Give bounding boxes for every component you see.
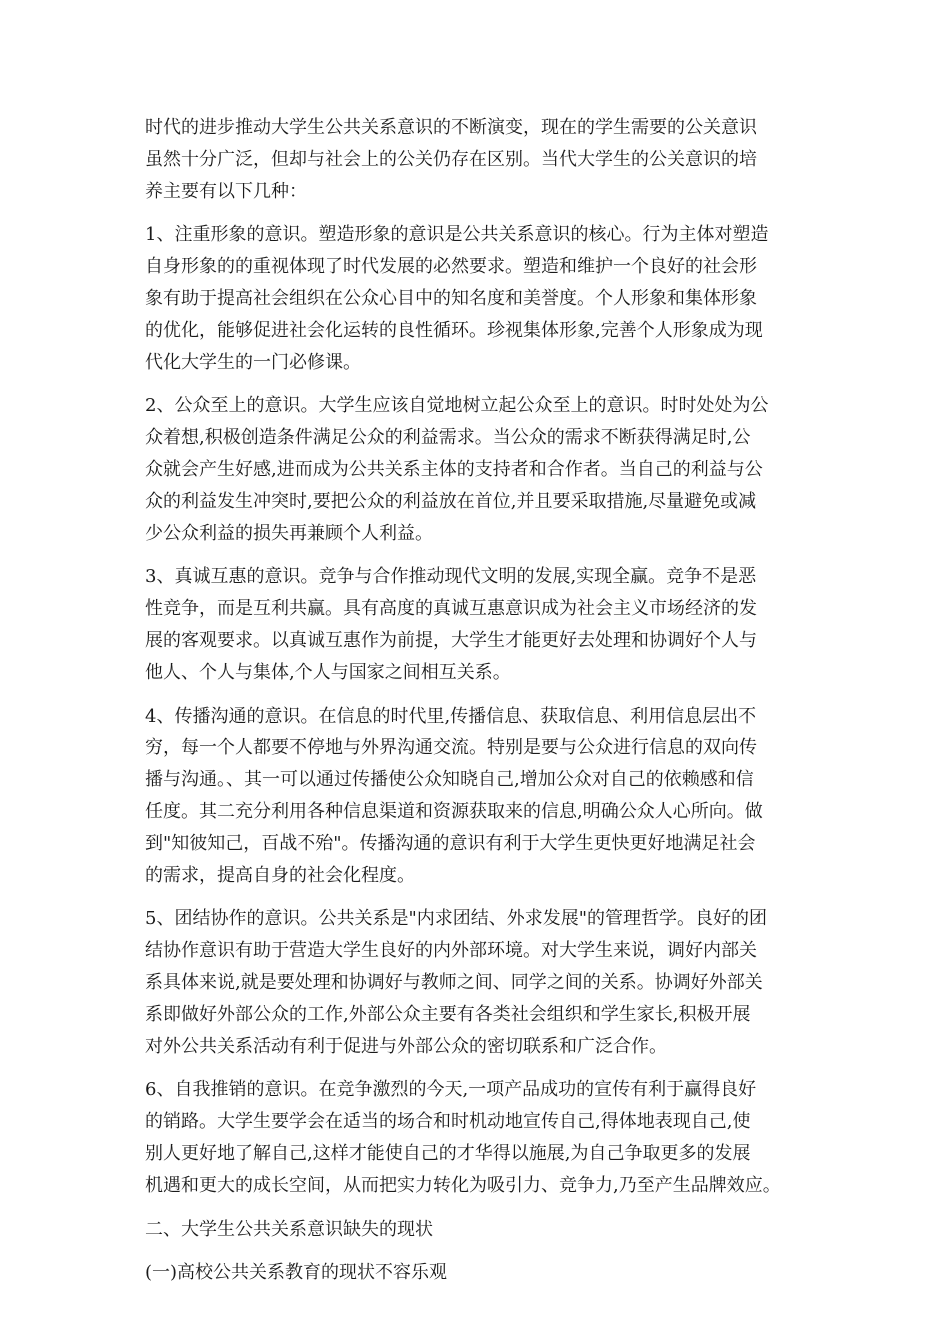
paragraph-sincere-mutual-benefit — [145, 561, 827, 688]
intro-paragraph — [145, 112, 827, 207]
text-line: 养主要有以下几种： — [145, 180, 307, 202]
text-line: 的销路。大学生要学会在适当的场合和时机动地宣传自己,得体地表现自己,使 — [145, 1111, 751, 1133]
paragraph-self-promotion — [145, 1074, 827, 1201]
text-line: 展的客观要求。以真诚互惠作为前提，大学生才能更好去处理和协调好个人与 — [145, 629, 757, 651]
section-heading — [145, 1214, 827, 1246]
text-line: 的优化，能够促进社会化运转的良性循环。珍视集体形象,完善个人形象成为现 — [145, 319, 763, 341]
text-line: 系即做好外部公众的工作,外部公众主要有各类社会组织和学生家长,积极开展 — [145, 1003, 751, 1025]
text-line: 播与沟通。、其一可以通过传播使公众知晓自己,增加公众对自己的依赖感和信 — [145, 769, 754, 791]
text-line: 众着想,积极创造条件满足公众的利益需求。当公众的需求不断获得满足时,公 — [145, 427, 751, 449]
subsection-heading — [145, 1257, 827, 1289]
heading-line: 二、大学生公共关系意识缺失的现状 — [145, 1218, 433, 1240]
text-line: 机遇和更大的成长空间，从而把实力转化为吸引力、竞争力,乃至产生品牌效应。 — [145, 1174, 781, 1196]
heading-line: (一)高校公共关系教育的现状不容乐观 — [145, 1262, 448, 1284]
text-line: 系具体来说,就是要处理和协调好与教师之间、同学之间的关系。协调好外部关 — [145, 971, 763, 993]
text-line: 6、自我推销的意识。在竞争激烈的今天,一项产品成功的宣传有利于赢得良好 — [145, 1079, 757, 1101]
text-line: 的需求，提高自身的社会化程度。 — [145, 864, 415, 886]
text-line: 穷，每一个人都要不停地与外界沟通交流。特别是要与公众进行信息的双向传 — [145, 737, 757, 759]
text-line: 时代的进步推动大学生公共关系意识的不断演变，现在的学生需要的公关意识 — [145, 117, 757, 138]
text-line: 3、真诚互惠的意识。竞争与合作推动现代文明的发展,实现全赢。竞争不是恶 — [145, 566, 757, 588]
text-line: 众就会产生好感,进而成为公共关系主体的支持者和合作者。当自己的利益与公 — [145, 458, 763, 480]
paragraph-public-first — [145, 390, 827, 549]
text-line: 代化大学生的一门必修课。 — [145, 351, 361, 373]
text-line: 众的利益发生冲突时,要把公众的利益放在首位,并且要采取措施,尽量避免或减 — [145, 490, 757, 512]
text-line: 到"知彼知己，百战不殆"。传播沟通的意识有利于大学生更快更好地满足社会 — [145, 832, 756, 854]
text-line: 对外公共关系活动有利于促进与外部公众的密切联系和广泛合作。 — [145, 1035, 667, 1057]
text-line: 结协作意识有助于营造大学生良好的内外部环境。对大学生来说，调好内部关 — [145, 940, 757, 962]
paragraph-cooperation — [145, 903, 827, 1062]
paragraph-image-awareness — [145, 219, 827, 378]
text-line: 他人、个人与集体,个人与国家之间相互关系。 — [145, 661, 511, 683]
text-line: 少公众利益的损失再兼顾个人利益。 — [145, 522, 433, 544]
text-line: 象有助于提高社会组织在公众心目中的知名度和美誉度。个人形象和集体形象 — [145, 287, 757, 309]
text-line: 2、公众至上的意识。大学生应该自觉地树立起公众至上的意识。时时处处为公 — [145, 395, 769, 417]
text-line: 别人更好地了解自己,这样才能使自己的才华得以施展,为自己争取更多的发展 — [145, 1142, 751, 1164]
text-line: 任度。其二充分利用各种信息渠道和资源获取来的信息,明确公众人心所向。做 — [145, 800, 763, 822]
text-line: 4、传播沟通的意识。在信息的时代里,传播信息、获取信息、利用信息层出不 — [145, 705, 757, 727]
text-line: 1、注重形象的意识。塑造形象的意识是公共关系意识的核心。行为主体对塑造 — [145, 224, 769, 246]
paragraph-communication — [145, 701, 827, 892]
text-line: 性竞争，而是互利共赢。具有高度的真诚互惠意识成为社会主义市场经济的发 — [145, 598, 757, 620]
document-page — [145, 112, 827, 1301]
text-line: 自身形象的的重视体现了时代发展的必然要求。塑造和维护一个良好的社会形 — [145, 256, 757, 278]
text-line: 虽然十分广泛，但却与社会上的公关仍存在区别。当代大学生的公关意识的培 — [145, 148, 757, 170]
text-line: 5、团结协作的意识。公共关系是"内求团结、外求发展"的管理哲学。良好的团 — [145, 908, 768, 930]
